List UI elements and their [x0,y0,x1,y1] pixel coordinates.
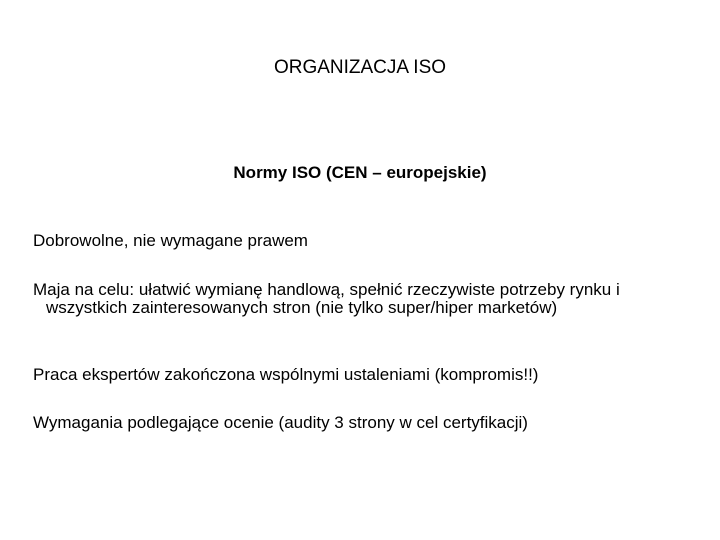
bullet-item-purpose: Maja na celu: ułatwić wymianę handlową, spełnić rzeczywiste potrzeby rynku i wszystkich zainteresowanych stron (nie tylko super/hiper marketów) [33,280,620,317]
bullet-item-requirements: Wymagania podlegające ocenie (audity 3 strony w cel certyfikacji) [33,413,528,432]
slide-title: ORGANIZACJA ISO [273,57,447,78]
slide-subtitle: Normy ISO (CEN – europejskie) [233,163,487,182]
bullet-item-voluntary: Dobrowolne, nie wymagane prawem [33,231,308,250]
bullet-item-experts: Praca ekspertów zakończona wspólnymi ustaleniami (kompromis!!) [33,365,539,384]
